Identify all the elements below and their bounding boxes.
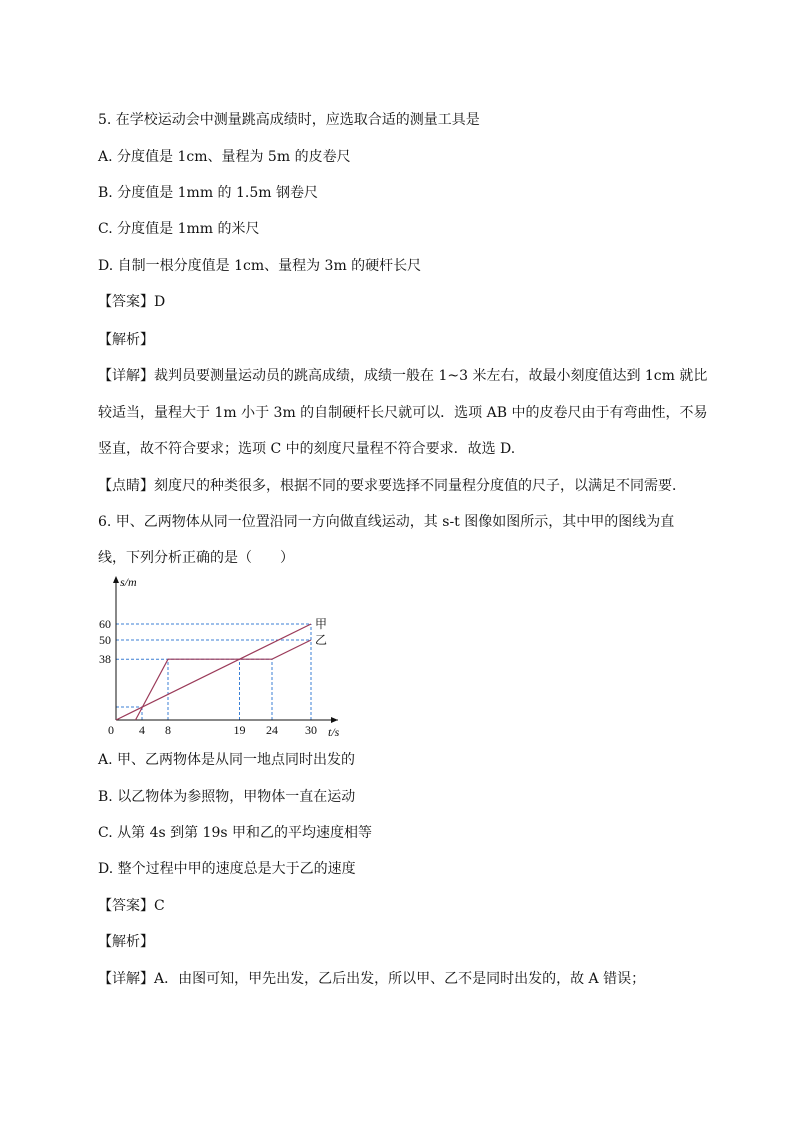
y-tick-38: 38 (99, 652, 111, 667)
x-tick-24: 24 (266, 723, 278, 737)
q6-stem-line-2: 线，下列分析正确的是（ ） (98, 550, 294, 566)
origin-label: 0 (108, 723, 114, 737)
q5-detail-line-1: 【详解】裁判员要测量运动员的跳高成绩，成绩一般在 1~3 米左右，故最小刻度值达到 1cm 就比 (98, 368, 708, 384)
q5-analysis-title: 【解析】 (98, 332, 154, 348)
x-tick-30: 30 (305, 723, 317, 737)
series-line-0 (116, 624, 311, 720)
series-line-1 (136, 640, 312, 720)
q6-option-c: C. 从第 4s 到第 19s 甲和乙的平均速度相等 (98, 825, 373, 841)
x-tick-4: 4 (139, 723, 145, 737)
q5-comment: 【点睛】刻度尺的种类很多，根据不同的要求要选择不同量程分度值的尺子，以满足不同需要． (98, 478, 686, 494)
q5-detail-line-2: 较适当，量程大于 1m 小于 3m 的自制硬杆长尺就可以．选项 AB 中的皮卷尺由于有弯曲性，不易 (98, 405, 708, 421)
q5-option-b: B. 分度值是 1mm 的 1.5m 钢卷尺 (98, 185, 318, 201)
x-tick-8: 8 (165, 723, 171, 737)
axis-labels (99, 575, 340, 739)
q5-option-c: C. 分度值是 1mm 的米尺 (98, 221, 260, 237)
q5-option-a: A. 分度值是 1cm、量程为 5m 的皮卷尺 (98, 149, 351, 165)
x-tick-19: 19 (233, 723, 246, 737)
series-label-jia: 甲 (315, 617, 328, 631)
q6-stem-line-1: 6. 甲、乙两物体从同一位置沿同一方向做直线运动，其 s-t 图像如图所示，其中甲的图线为直 (98, 514, 675, 530)
st-graph (99, 574, 340, 744)
q6-option-a: A. 甲、乙两物体是从同一地点同时出发的 (98, 752, 356, 768)
q5-answer: 【答案】D (98, 294, 166, 310)
y-tick-50: 50 (99, 633, 111, 647)
y-axis-label: s/m (120, 575, 137, 589)
x-axis-arrow (331, 717, 338, 723)
q6-detail: 【详解】A．由图可知，甲先出发，乙后出发，所以甲、乙不是同时出发的，故 A 错误； (98, 971, 646, 987)
q6-option-b: B. 以乙物体为参照物，甲物体一直在运动 (98, 789, 356, 805)
q6-analysis-title: 【解析】 (98, 934, 154, 950)
series-lines (116, 624, 311, 720)
y-tick-60: 60 (99, 617, 111, 631)
axes (113, 576, 338, 723)
q5-detail-line-3: 竖直，故不符合要求；选项 C 中的刻度尺量程不符合要求．故选 D. (98, 441, 516, 457)
x-axis-label: t/s (328, 725, 340, 739)
q6-answer: 【答案】C (98, 898, 165, 914)
q5-stem: 5. 在学校运动会中测量跳高成绩时，应选取合适的测量工具是 (98, 112, 480, 128)
q6-option-d: D. 整个过程中甲的速度总是大于乙的速度 (98, 861, 356, 877)
q5-option-d: D. 自制一根分度值是 1cm、量程为 3m 的硬杆长尺 (98, 258, 422, 274)
y-axis-arrow (113, 576, 119, 583)
series-label-yi: 乙 (315, 633, 328, 647)
